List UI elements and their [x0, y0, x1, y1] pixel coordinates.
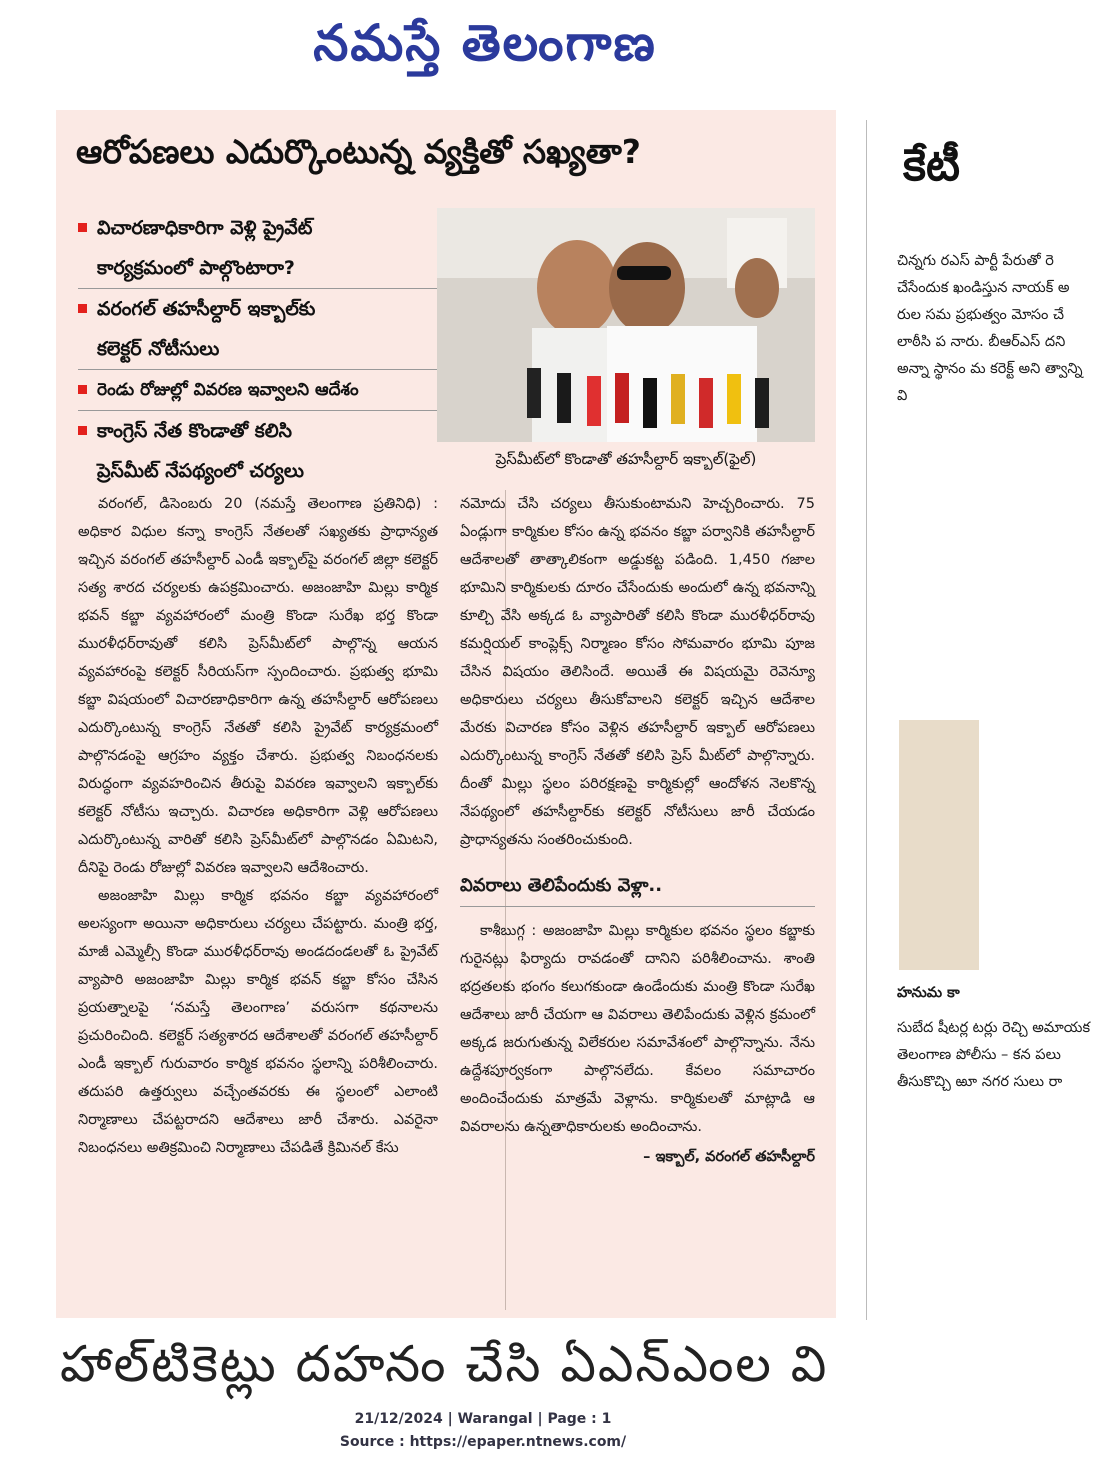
adjacent-article — [866, 120, 1091, 1320]
adjacent-text: చిన్నగు రఎస్ పార్టీ పేరుతో రె చేసేందుక ఖండిస్తున నాయక్ అ రుల సమ ప్రభుత్వం మోసం చే లాఠీసి ప నారు. బీఆర్‌ఎస్ దని అన్నా స్థానం మ కరెక్ట్ అని త్వాన్ని వి — [897, 253, 1083, 404]
adjacent-caption: హనుమ కా — [897, 985, 960, 1001]
adjacent-photo — [899, 720, 979, 970]
byline: – ఇక్బాల్, వరంగల్ తహసీల్దార్ — [643, 1149, 815, 1165]
bullet-square-icon — [78, 223, 87, 232]
bullet-square-icon — [78, 426, 87, 435]
article-column-2 — [460, 490, 815, 1171]
highlight-line: విచారణాధికారిగా వెళ్లి ప్రైవేట్ — [97, 217, 313, 239]
highlight-list — [78, 208, 438, 491]
bullet-square-icon — [78, 385, 87, 394]
article-column-1 — [78, 490, 438, 1162]
highlight-line: ప్రెస్‌మీట్ నేపథ్యంలో చర్యలు — [97, 460, 304, 482]
masthead — [0, 0, 966, 100]
highlight-item — [78, 208, 438, 289]
page-footer — [0, 1408, 966, 1454]
paragraph: వరంగల్, డిసెంబరు 20 (నమస్తే తెలంగాణ ప్రతినిధి) : అధికార విధుల కన్నా కాంగ్రెస్ నేతలతో సఖ్యతకు ప్రాధాన్యత ఇచ్చిన వరంగల్ తహసీల్దార్ ఎండీ ఇక్బాల్‌పై వరంగల్ జిల్లా కలెక్టర్ సత్య శారద చర్యలకు ఉపక్రమించారు. అజంజాహి మిల్లు కార్మిక భవన్ కబ్జా వ్యవహారంలో మంత్రి కొండా సురేఖ భర్త కొండా మురళీధర్‌రావుతో కలిసి ప్రెస్‌మీట్‌లో పాల్గొన్న ఆయన వ్యవహారంపై కలెక్టర్ సీరియస్‌గా స్పందించారు. ప్రభుత్వ భూమి కబ్జా విషయంలో విచారణాధికారిగా ఉన్న తహసీల్దార్ ఆరోపణలు ఎదుర్కొంటున్న కాంగ్రెస్ నేతతో కలిసి ప్రైవేట్ కార్యక్రమంలో పాల్గొనడంపై ఆగ్రహం వ్యక్తం చేశారు. ప్రభుత్వ నిబంధనలకు విరుద్ధంగా వ్యవహరించిన తీరుపై వివరణ ఇవ్వాలని ఇక్బాల్‌కు కలెక్టర్ నోటీసు ఇచ్చారు. విచారణ అధికారిగా వెళ్లి ఆరోపణలు ఎదుర్కొంటున్న వారితో కలిసి ప్రెస్‌మీట్‌లో పాల్గొనడం ఏమిటని, దీనిపై రెండు రోజుల్లో వివరణ ఇవ్వాలని ఆదేశించారు. — [78, 496, 438, 876]
highlight-line: వరంగల్ తహసీల్దార్ ఇక్బాల్‌కు — [97, 298, 316, 320]
paragraph: అజంజాహి మిల్లు కార్మిక భవనం కబ్జా వ్యవహారంలో అలస్యంగా అయినా అధికారులు చర్యలు చేపట్టారు. మంత్రి భర్త, మాజీ ఎమ్మెల్సీ కొండా మురళీధర్‌రావు అండదండలతో ఓ ప్రైవేట్ వ్యాపారి అజంజాహి మిల్లు కార్మిక భవన్ కబ్జా కోసం చేసిన ప్రయత్నాలపై ‘నమస్తే తెలంగాణ’ వరుసగా కథనాలను ప్రచురించింది. కలెక్టర్ సత్యశారద ఆదేశాలతో వరంగల్ తహసీల్దార్ ఎండీ ఇక్బాల్ గురువారం కార్మిక భవనం స్థలాన్ని పరిశీలించారు. తదుపరి ఉత్తర్వులు వచ్చేంతవరకు ఈ స్థలంలో ఎలాంటి నిర్మాణాలు చేపట్టరాదని ఆదేశాలు జారీ చేశారు. ఎవరైనా నిబంధనలు అతిక్రమించి నిర్మాణాలు చేపడితే క్రిమినల్ కేసు — [78, 888, 438, 1156]
highlight-line: కార్యక్రమంలో పాల్గొంటారా? — [97, 257, 295, 279]
adjacent-body: సుబేద షీటర్ల టర్లు రెచ్చి అమాయక తెలంగాణ పోలీసు – కన పలు తీసుకొచ్చి ఱూ నగర సులు రా — [897, 1020, 1091, 1090]
source-link[interactable]: Source : https://epaper.ntnews.com/ — [339, 1434, 627, 1450]
main-article — [56, 110, 836, 1318]
highlight-item — [78, 370, 438, 411]
article-headline: ఆరోపణలు ఎదుర్కొంటున్న వ్యక్తితో సఖ్యతా? — [76, 132, 641, 171]
next-article-headline: హాల్‌టికెట్లు దహనం చేసి ఏఎన్‌ఎంల వి — [60, 1335, 829, 1393]
highlight-line: కలెక్టర్ నోటీసులు — [97, 338, 220, 360]
paragraph: కాశీబుగ్గ : అజంజాహి మిల్లు కార్మికుల భవనం స్థలం కబ్జాకు గురైనట్లు ఫిర్యాదు రావడంతో దానిని పరిశీలించాను. శాంతి భద్రతలకు భంగం కలుగకుండా ఉండేందుకు మంత్రి కొండా సురేఖ ఆదేశాలు జారీ చేయగా ఆ వివరాలు తెలిపేందుకు వెళ్లిన క్రమంలో అక్కడ జరుగుతున్న విలేకరుల సమావేశంలో పాల్గొన్నాను. నేను ఉద్దేశపూర్వకంగా పాల్గొనలేదు. కేవలం సమాచారం అందించేందుకు మాత్రమే వెళ్లాను. కార్మికులతో మాట్లాడి ఆ వివరాలను ఉన్నతాధికారులకు అందించాను. — [460, 923, 815, 1135]
highlight-line: కాంగ్రెస్ నేత కొండాతో కలిసి — [97, 420, 292, 442]
bullet-square-icon — [78, 304, 87, 313]
press-meet-photo — [437, 208, 815, 442]
newspaper-title: నమస్తే తెలంగాణ — [313, 14, 657, 72]
paragraph: నమోదు చేసి చర్యలు తీసుకుంటామని హెచ్చరించారు. 75 ఏండ్లుగా కార్మికుల కోసం ఉన్న భవనం కబ్జా పర్వానికి తహసీల్దార్ ఆదేశాలతో తాత్కాలికంగా అడ్డుకట్ట పడింది. 1,450 గజాల భూమిని కార్మికులకు దూరం చేసేందుకు అందులో ఉన్న భవనాన్ని కూల్చి వేసి అక్కడ ఓ వ్యాపారితో కలిసి కొండా మురళీధర్‌రావు కమర్షియల్ కాంప్లెక్స్ నిర్మాణం కోసం సోమవారం భూమి పూజ చేసిన విషయం తెలిసిందే. అయితే ఈ విషయమై రెవెన్యూ అధికారులు చర్యలు తీసుకోవాలని కలెక్టర్ ఇచ్చిన ఆదేశాల మేరకు విచారణ కోసం వెళ్లిన తహసీల్దార్ ఇక్బాల్ ఆరోపణలు ఎదుర్కొంటున్న కాంగ్రెస్ నేతతో కలిసి ప్రెస్ మీట్‌లో పాల్గొన్నారు. దీంతో మిల్లు స్థలం పరిరక్షణపై కార్మికుల్లో ఆందోళన నెలకొన్న నేపథ్యంలో తహసీల్దార్‌కు కలెక్టర్ నోటీసులు జారీ చేయడం ప్రాధాన్యతను సంతరించుకుంది. — [460, 496, 815, 848]
press-meet-illustration — [437, 208, 815, 442]
photo-caption: ప్రెస్‌మీట్‌లో కొండాతో తహసీల్దార్ ఇక్బాల్(ఫైల్) — [495, 450, 757, 468]
adjacent-headline: కేటీ — [903, 140, 960, 191]
highlight-line: రెండు రోజుల్లో వివరణ ఇవ్వాలని ఆదేశం — [97, 380, 359, 400]
highlight-item — [78, 411, 438, 491]
adjacent-text — [897, 980, 1097, 1096]
highlight-item — [78, 289, 438, 370]
edition-info: 21/12/2024 | Warangal | Page : 1 — [354, 1411, 612, 1427]
subheading: వివరాలు తెలిపేందుకు వెళ్లా.. — [460, 872, 815, 907]
